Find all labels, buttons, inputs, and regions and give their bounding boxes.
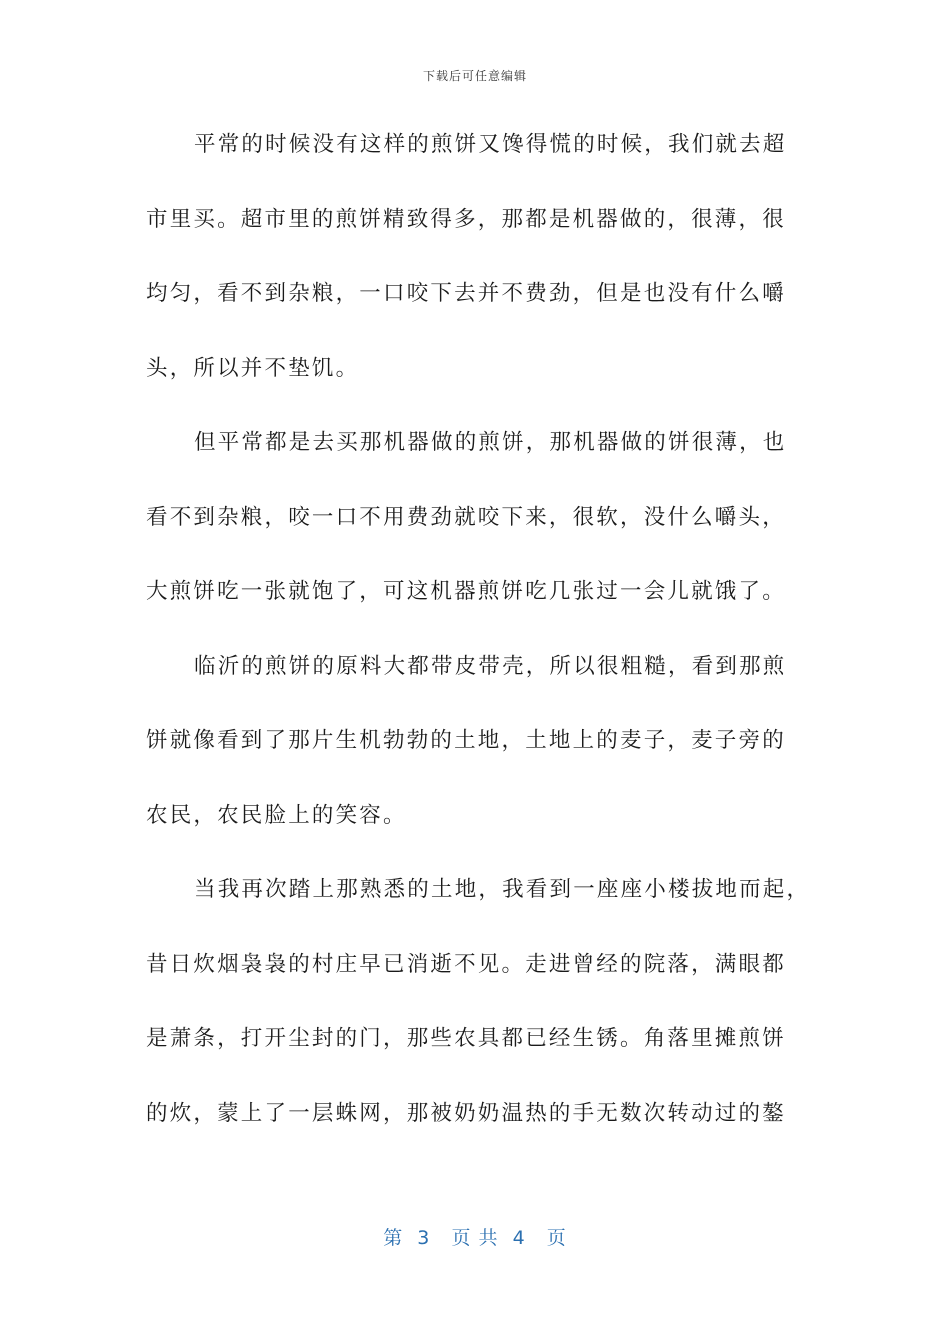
text-line: 看不到杂粮，咬一口不用费劲就咬下来，很软，没什么嚼头， — [146, 504, 786, 530]
paragraph-4 — [146, 853, 811, 1151]
page-header: 下载后可任意编辑 — [422, 69, 527, 83]
text-line: 平常的时候没有这样的煎饼又馋得慌的时候，我们就去超 — [194, 132, 787, 157]
text-line: 昔日炊烟袅袅的村庄早已消逝不见。走进曾经的院落，满眼都 — [146, 951, 786, 977]
paragraph-1 — [146, 108, 806, 406]
document-body — [146, 108, 811, 1151]
paragraph-3 — [146, 630, 806, 854]
text-line: 是萧条，打开尘封的门，那些农具都已经生锈。角落里摊煎饼 — [146, 1026, 786, 1051]
text-line: 临沂的煎饼的原料大都带皮带壳，所以很粗糙，看到那煎 — [194, 653, 787, 679]
text-line: 大煎饼吃一张就饱了，可这机器煎饼吃几张过一会儿就饿了。 — [146, 579, 786, 604]
text-line: 均匀，看不到杂粮，一口咬下去并不费劲，但是也没有什么嚼 — [146, 281, 786, 306]
text-line: 的炊，蒙上了一层蛛网，那被奶奶温热的手无数次转动过的鏊 — [146, 1100, 786, 1126]
text-line: 市里买。超市里的煎饼精致得多，那都是机器做的，很薄，很 — [146, 206, 786, 232]
text-line: 饼就像看到了那片生机勃勃的土地，土地上的麦子，麦子旁的 — [146, 728, 786, 753]
text-line: 但平常都是去买那机器做的煎饼，那机器做的饼很薄，也 — [194, 430, 787, 455]
page-number: 第 3 页 共 4 页 — [383, 1227, 567, 1249]
text-line: 当我再次踏上那熟悉的土地，我看到一座座小楼拔地而起， — [194, 877, 811, 902]
text-line: 农民，农民脸上的笑容。 — [146, 802, 407, 828]
text-line: 头，所以并不垫饥。 — [146, 355, 360, 381]
paragraph-2 — [146, 406, 806, 630]
